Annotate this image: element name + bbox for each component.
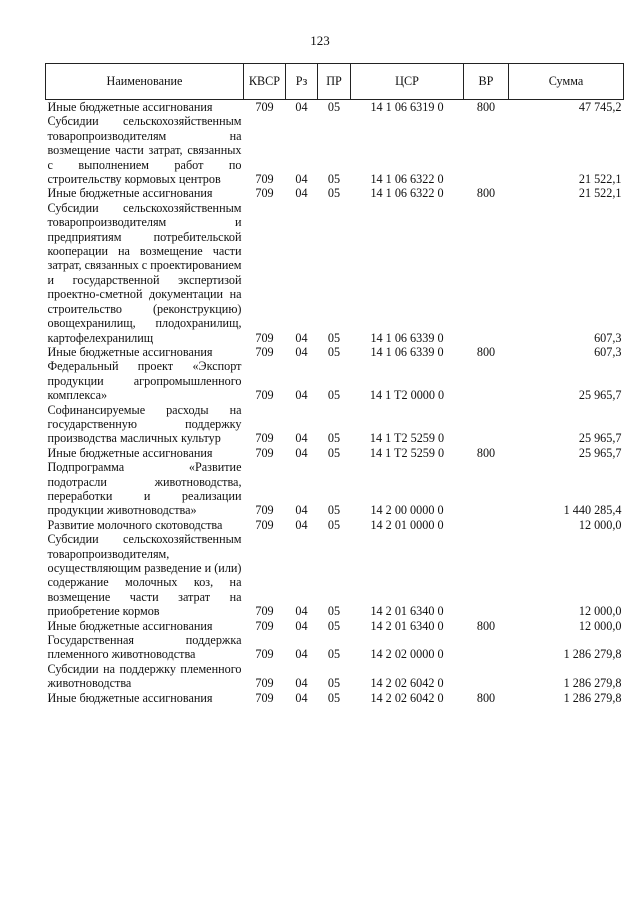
table-row (46, 518, 624, 532)
row-pr: 05 (327, 100, 341, 114)
header-pr: ПР (318, 64, 351, 100)
table-row (46, 446, 624, 460)
row-csr: 14 2 00 0000 0 (370, 503, 444, 518)
row-rz: 04 (295, 344, 308, 359)
row-pr: 05 (327, 604, 341, 619)
header-csr: ЦСР (351, 64, 464, 100)
table-row (46, 114, 624, 186)
row-rz: 04 (295, 388, 308, 403)
row-csr: 14 2 02 6042 0 (370, 676, 444, 691)
row-pr: 05 (327, 330, 341, 345)
row-rz: 04 (295, 172, 308, 187)
row-pr: 05 (327, 517, 341, 532)
page-number: 123 (310, 33, 330, 48)
row-pr: 05 (327, 445, 341, 460)
row-kvsr: 709 (255, 647, 274, 662)
row-vr: 800 (476, 100, 496, 114)
table-row (46, 345, 624, 359)
row-rz: 04 (295, 330, 308, 345)
row-csr: 14 1 T2 5259 0 (369, 431, 445, 446)
row-pr: 05 (327, 431, 341, 446)
row-name: Субсидии на поддержку племенного животноводства (47, 661, 242, 691)
row-kvsr: 709 (255, 517, 274, 532)
row-sum: 25 965,7 (578, 431, 622, 446)
row-csr: 14 1 T2 0000 0 (369, 388, 445, 403)
row-vr: 800 (476, 690, 496, 705)
row-vr: 800 (476, 445, 496, 460)
row-sum: 1 286 279,8 (563, 676, 622, 691)
row-sum: 25 965,7 (578, 445, 622, 460)
header-vr: ВР (464, 64, 509, 100)
row-rz: 04 (295, 186, 308, 201)
row-kvsr: 709 (255, 172, 274, 187)
row-name: Федеральный проект «Экспорт продукции агропромышленного комплекса» (47, 359, 242, 403)
row-kvsr: 709 (255, 344, 274, 359)
row-pr: 05 (327, 647, 341, 662)
row-sum: 12 000,0 (578, 517, 622, 532)
row-kvsr: 709 (255, 186, 274, 201)
row-csr: 14 1 06 6339 0 (370, 330, 444, 345)
table-row (46, 403, 624, 446)
table-row (46, 359, 624, 402)
row-csr: 14 2 01 6340 0 (370, 618, 444, 633)
row-vr: 800 (476, 186, 496, 201)
row-name: Иные бюджетные ассигнования (47, 100, 213, 114)
row-name: Иные бюджетные ассигнования (47, 344, 213, 359)
table-header (46, 64, 624, 100)
row-sum: 1 286 279,8 (563, 647, 622, 662)
row-rz: 04 (295, 517, 308, 532)
row-pr: 05 (327, 186, 341, 201)
row-csr: 14 1 T2 5259 0 (369, 445, 445, 460)
row-csr: 14 1 06 6322 0 (370, 172, 444, 187)
row-name: Иные бюджетные ассигнования (47, 618, 213, 633)
row-pr: 05 (327, 172, 341, 187)
row-csr: 14 2 02 6042 0 (370, 690, 444, 705)
row-name: Подпрограмма «Развитие подотрасли животноводства, переработки и реализации продукции животноводства» (47, 460, 242, 518)
row-sum: 1 286 279,8 (563, 690, 622, 705)
header-sum: Сумма (509, 64, 624, 100)
row-kvsr: 709 (255, 431, 274, 446)
row-csr: 14 2 01 6340 0 (370, 604, 444, 619)
row-name: Развитие молочного скотоводства (47, 517, 223, 532)
row-vr: 800 (476, 618, 496, 633)
header-name: Наименование (46, 64, 244, 100)
row-vr (464, 662, 509, 691)
row-csr: 14 1 06 6319 0 (370, 100, 444, 114)
row-sum: 607,3 (594, 344, 622, 359)
row-kvsr: 709 (255, 604, 274, 619)
row-sum: 21 522,1 (578, 172, 622, 187)
row-pr: 05 (327, 388, 341, 403)
row-sum: 12 000,0 (578, 604, 622, 619)
row-rz: 04 (295, 100, 308, 114)
row-name: Субсидии сельскохозяйственным товаропроизводителям, осуществляющим разведение и (или) содержание молочных коз, на возмещение части затрат на приобретение кормов (47, 532, 242, 619)
table-row (46, 619, 624, 633)
row-pr: 05 (327, 503, 341, 518)
row-sum: 1 440 285,4 (563, 503, 622, 518)
table-row (46, 633, 624, 662)
table-row (46, 662, 624, 691)
row-name: Субсидии сельскохозяйственным товаропроизводителям на возмещение части затрат, связанных с выполнением работ по строительству кормовых центров (47, 114, 242, 187)
row-rz: 04 (295, 503, 308, 518)
row-csr: 14 2 01 0000 0 (370, 517, 444, 532)
row-vr (464, 201, 509, 345)
row-rz: 04 (295, 618, 308, 633)
table-row (46, 691, 624, 705)
row-sum: 21 522,1 (578, 186, 622, 201)
row-kvsr: 709 (255, 690, 274, 705)
row-csr: 14 1 06 6322 0 (370, 186, 444, 201)
row-vr: 800 (476, 344, 496, 359)
row-sum: 607,3 (594, 330, 622, 345)
row-rz: 04 (295, 431, 308, 446)
row-vr (464, 518, 509, 532)
row-pr: 05 (327, 690, 341, 705)
table-row (46, 201, 624, 345)
row-kvsr: 709 (255, 330, 274, 345)
row-name: Иные бюджетные ассигнования (47, 445, 213, 460)
table-row (46, 100, 624, 115)
row-csr: 14 2 02 0000 0 (370, 647, 444, 662)
row-rz: 04 (295, 604, 308, 619)
row-pr: 05 (327, 618, 341, 633)
row-vr (464, 633, 509, 662)
row-csr: 14 1 06 6339 0 (370, 344, 444, 359)
row-name: Иные бюджетные ассигнования (47, 186, 213, 201)
row-rz: 04 (295, 647, 308, 662)
header-rz: Рз (286, 64, 318, 100)
row-kvsr: 709 (255, 676, 274, 691)
row-rz: 04 (295, 445, 308, 460)
budget-table (45, 63, 624, 705)
row-rz: 04 (295, 690, 308, 705)
row-sum: 12 000,0 (578, 618, 622, 633)
row-name: Софинансируемые расходы на государственную поддержку производства масличных культур (47, 402, 242, 446)
row-kvsr: 709 (255, 503, 274, 518)
row-name: Государственная поддержка племенного животноводства (47, 633, 242, 662)
row-name: Субсидии сельскохозяйственным товаропроизводителям и предприятиям потребительской кооперации на возмещение части затрат, связанных с проектированием и государственной экспертизой проектно-сметной документации на строительство (реконструкцию) овощехранилищ, плодохранилищ, картофелехранилищ (47, 200, 242, 345)
row-vr (464, 532, 509, 618)
row-name: Иные бюджетные ассигнования (47, 690, 213, 705)
row-vr (464, 460, 509, 518)
row-sum: 47 745,2 (578, 100, 622, 114)
row-kvsr: 709 (255, 445, 274, 460)
row-vr (464, 359, 509, 402)
table-row (46, 186, 624, 200)
header-kvsr: КВСР (244, 64, 286, 100)
row-kvsr: 709 (255, 618, 274, 633)
table-row (46, 460, 624, 518)
row-pr: 05 (327, 344, 341, 359)
row-kvsr: 709 (255, 100, 274, 114)
row-sum: 25 965,7 (578, 388, 622, 403)
row-vr (464, 114, 509, 186)
table-row (46, 532, 624, 618)
table-body (46, 100, 624, 706)
row-kvsr: 709 (255, 388, 274, 403)
row-vr (464, 403, 509, 446)
row-pr: 05 (327, 676, 341, 691)
row-rz: 04 (295, 676, 308, 691)
